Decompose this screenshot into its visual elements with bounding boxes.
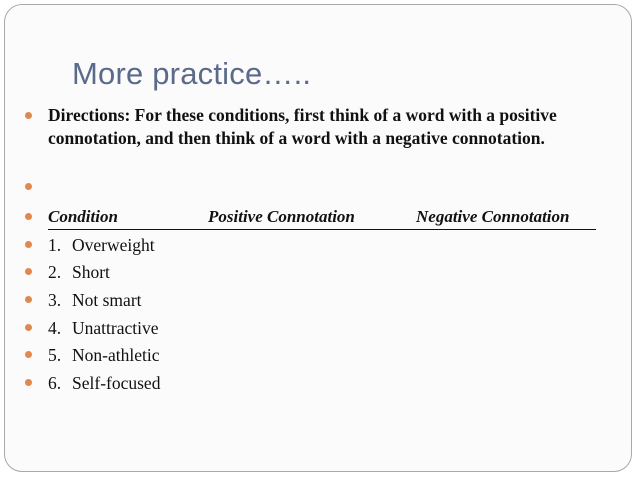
bullet-icon bbox=[25, 379, 32, 386]
item-number: 5. bbox=[48, 345, 62, 365]
item-number: 2. bbox=[48, 262, 62, 282]
item-text: Self-focused bbox=[72, 373, 161, 393]
directions-text: Directions: For these conditions, first think of a word with a positive connotation, and then think of a word with a negative connotation. bbox=[48, 105, 557, 148]
slide-title: More practice….. bbox=[72, 56, 312, 91]
bullet-icon bbox=[25, 183, 32, 190]
item-text: Unattractive bbox=[72, 318, 159, 338]
list-item bbox=[48, 345, 159, 366]
item-text: Non-athletic bbox=[72, 345, 160, 365]
bullet-icon bbox=[25, 112, 32, 119]
item-text: Not smart bbox=[72, 290, 142, 310]
item-text: Overweight bbox=[72, 235, 155, 255]
bullet-icon bbox=[25, 241, 32, 248]
bullet-icon bbox=[25, 213, 32, 220]
item-number: 3. bbox=[48, 290, 62, 310]
list-item bbox=[48, 373, 160, 394]
list-item bbox=[48, 290, 142, 311]
item-number: 4. bbox=[48, 318, 62, 338]
header-condition: Condition bbox=[48, 207, 118, 226]
bullet-icon bbox=[25, 351, 32, 358]
table-header-row bbox=[48, 207, 596, 230]
bullet-icon bbox=[25, 268, 32, 275]
list-item bbox=[48, 262, 110, 283]
item-number: 1. bbox=[48, 235, 62, 255]
bullet-icon bbox=[25, 296, 32, 303]
list-item bbox=[48, 235, 155, 256]
item-text: Short bbox=[72, 262, 110, 282]
header-positive-connotation: Positive Connotation bbox=[208, 207, 355, 226]
header-negative-connotation: Negative Connotation bbox=[416, 207, 570, 226]
item-number: 6. bbox=[48, 373, 62, 393]
list-item bbox=[48, 318, 158, 339]
bullet-icon bbox=[25, 324, 32, 331]
